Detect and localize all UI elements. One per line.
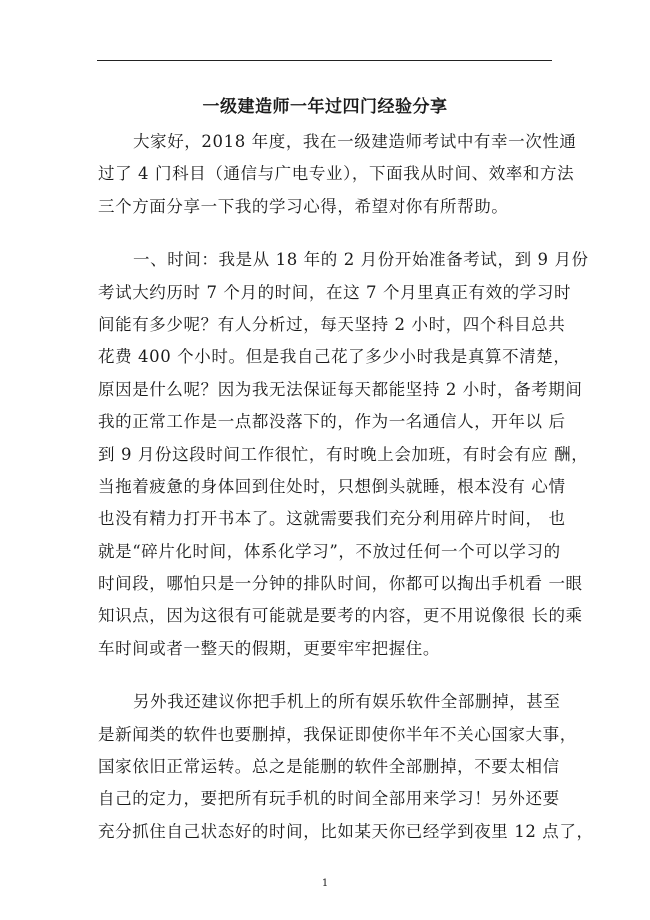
page-number: 1 — [321, 878, 329, 889]
text-line: 过了 4 门科目（通信与广电专业），下面我从时间、效率和方法 — [98, 164, 575, 184]
document-title: 一级建造师一年过四门经验分享 — [202, 97, 448, 117]
text-line: 花费 400 个小时。但是我自己花了多少小时我是真算不清楚， — [98, 347, 571, 367]
document-body — [98, 126, 594, 848]
text-line: 间能有多少呢？有人分析过，每天坚持 2 小时，四个科目总共 — [98, 314, 566, 334]
paragraph-phone — [98, 686, 594, 848]
paragraph-time — [98, 244, 589, 665]
paragraph-gap — [98, 665, 578, 686]
text-line: 也没有精力打开书本了。这就需要我们充分利用碎片时间， 也 — [98, 509, 566, 529]
text-line: 大家好，2018 年度，我在一级建造师考试中有幸一次性通 — [133, 132, 577, 151]
text-line: 到 9 月份这段时间工作很忙，有时晚上会加班，有时会有应 酬， — [98, 444, 589, 464]
text-line: 自己的定力，要把所有玩手机的时间全部用来学习！另外还要 — [98, 789, 560, 809]
text-line: 我的正常工作是一点都没落下的，作为一名通信人，开年以 后 — [98, 412, 566, 432]
text-line: 另外我还建议你把手机上的所有娱乐软件全部删掉，甚至 — [133, 692, 561, 712]
header-rule — [97, 60, 552, 61]
text-line: 充分抓住自己状态好的时间，比如某天你已经学到夜里 12 点了， — [98, 821, 594, 841]
text-line: 当拖着疲惫的身体回到住处时，只想倒头就睡，根本没有 心情 — [98, 476, 566, 496]
text-line: 原因是什么呢？因为我无法保证每天都能坚持 2 小时，备考期间 — [98, 379, 583, 399]
text-line: 三个方面分享一下我的学习心得，希望对你有所帮助。 — [98, 196, 509, 216]
text-line: 是新闻类的软件也要删掉，我保证即使你半年不关心国家大事， — [98, 724, 577, 744]
paragraph-gap — [98, 223, 578, 244]
text-line: 时间段，哪怕只是一分钟的排队时间，你都可以掏出手机看 一眼 — [98, 574, 583, 594]
text-line: 知识点，因为这很有可能就是要考的内容，更不用说像很 长的乘 — [98, 606, 583, 626]
text-line: 考试大约历时 7 个月的时间，在这 7 个月里真正有效的学习时 — [98, 282, 572, 302]
text-line: 国家依旧正常运转。总之是能删的软件全部删掉，不要太相信 — [98, 757, 560, 777]
text-line: 一、时间：我是从 18 年的 2 月份开始准备考试，到 9 月份 — [133, 250, 589, 270]
paragraph-intro — [98, 126, 578, 223]
text-line: 就是“碎片化时间，体系化学习”，不放过任何一个可以学习的 — [98, 541, 561, 561]
text-line: 车时间或者一整天的假期，更要牢牢把握住。 — [98, 638, 440, 658]
